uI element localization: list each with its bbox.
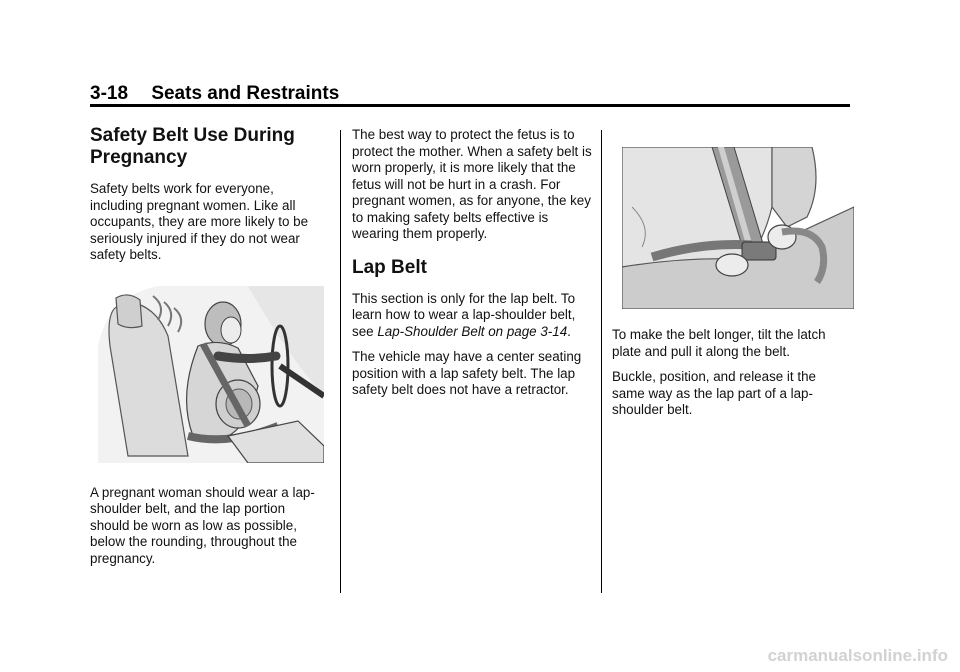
- heading-pregnancy: Safety Belt Use During Pregnancy: [90, 125, 295, 168]
- paragraph: To make the belt longer, tilt the latch plate and pull it along the belt.: [612, 327, 826, 359]
- paragraph-text: This section is only for the lap belt. To learn how to wear a lap-shoulder belt, see: [352, 290, 576, 339]
- paragraph: The vehicle may have a center seating position with a lap safety belt. The lap safety belt does not have a retractor.: [352, 349, 582, 397]
- page-number: 3-18: [90, 83, 129, 104]
- column-2: [352, 127, 592, 408]
- section-title: Seats and Restraints: [151, 83, 340, 104]
- column-divider-1: [340, 130, 341, 593]
- lap-belt-illustration: [622, 147, 854, 309]
- watermark: carmanualsonline.info: [767, 646, 948, 665]
- paragraph: [352, 291, 592, 341]
- paragraph-end: .: [567, 323, 571, 339]
- cross-reference-link[interactable]: Lap-Shoulder Belt on page 3-14: [377, 323, 568, 339]
- paragraph: A pregnant woman should wear a lap-shoulder belt, and the lap portion should be worn as low as possible, below the rounding, throughout the pregnancy.: [90, 484, 315, 566]
- column-3: [612, 127, 852, 428]
- paragraph: Buckle, position, and release it the same way as the lap part of a lap-shoulder belt.: [612, 369, 816, 417]
- paragraph: Safety belts work for everyone, including pregnant women. Like all occupants, they are more likely to be seriously injured if they do not wear safety belts.: [90, 181, 309, 262]
- column-divider-2: [601, 130, 602, 593]
- pregnant-woman-belt-illustration: [98, 286, 324, 463]
- header-rule: [90, 104, 850, 107]
- page-header: [90, 83, 850, 105]
- heading-lap-belt: Lap Belt: [352, 256, 427, 278]
- column-1: [90, 125, 325, 576]
- paragraph: The best way to protect the fetus is to protect the mother. When a safety belt is worn properly, it is more likely that the fetus will not be hurt in a crash. For pregnant women, as for anyone, the key to making safety belts effective is wearing them properly.: [352, 127, 592, 241]
